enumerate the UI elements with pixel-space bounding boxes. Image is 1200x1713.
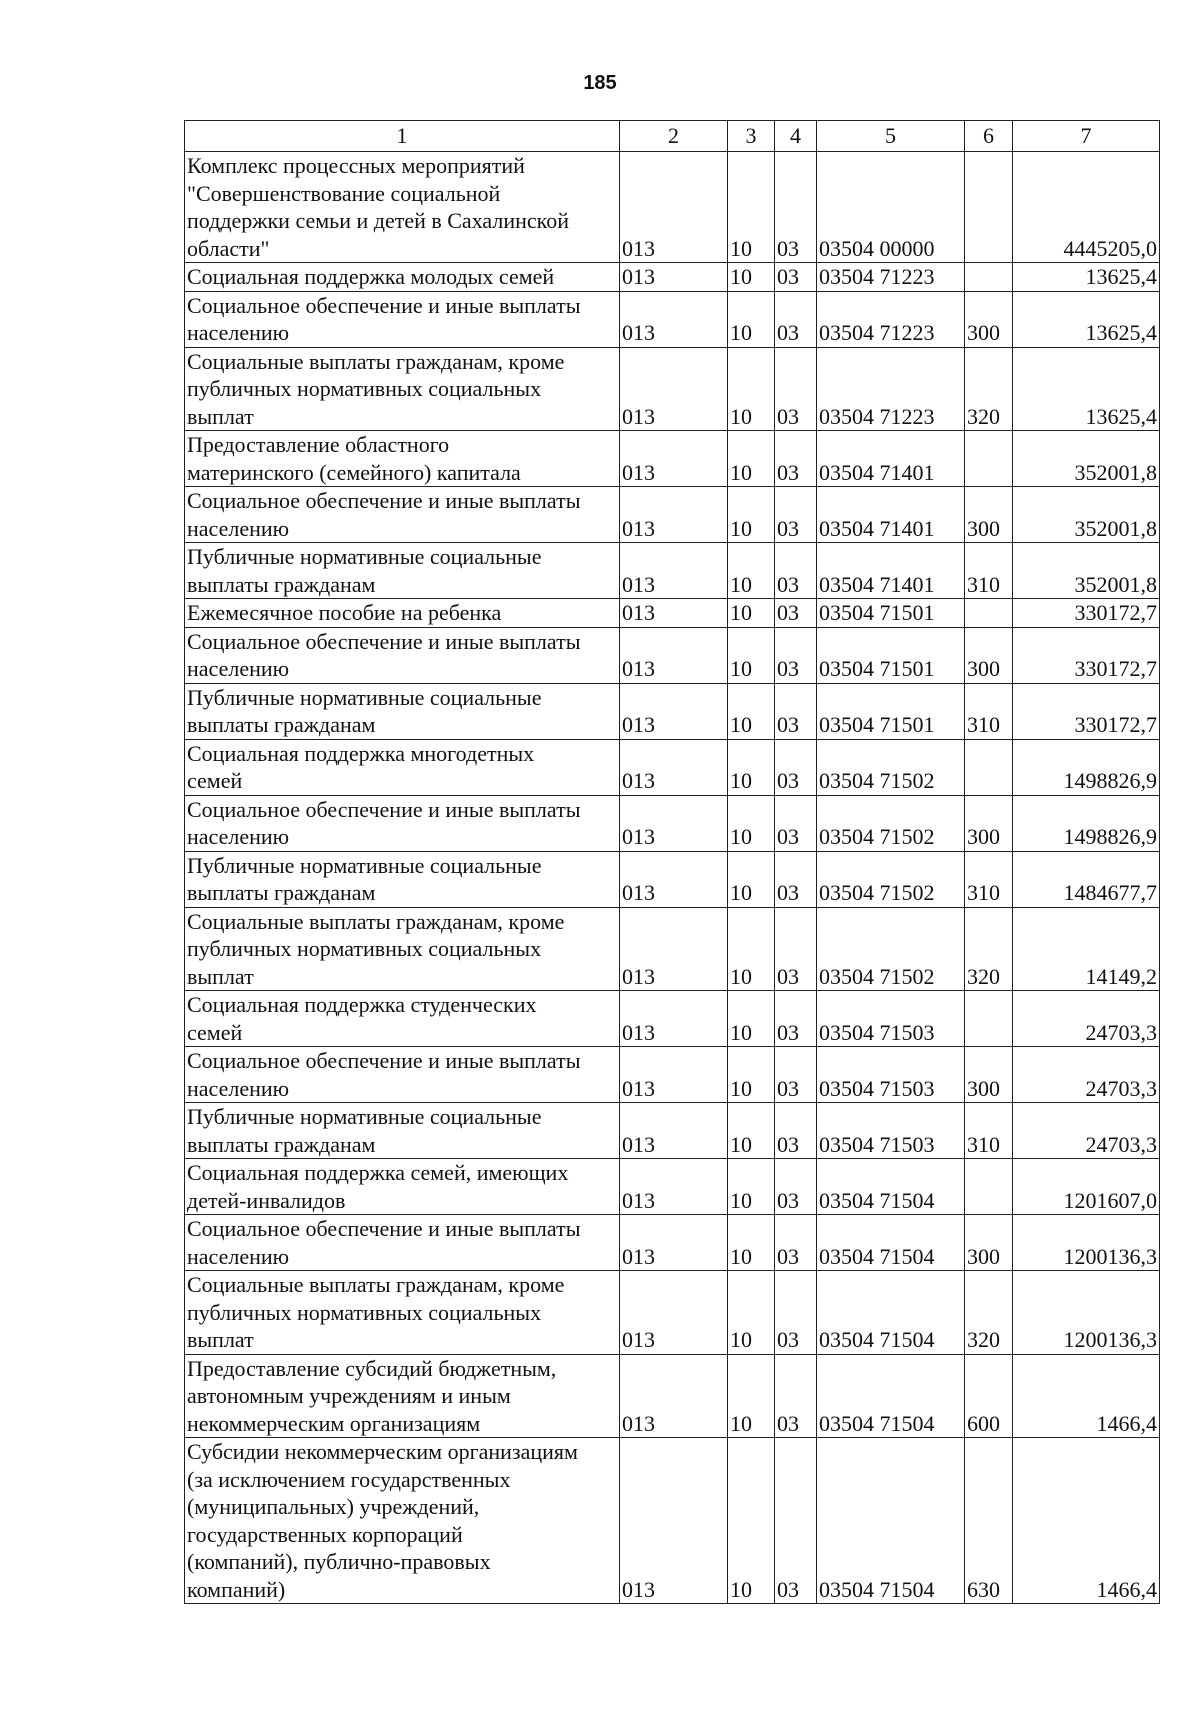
section-code-cell: 10	[728, 487, 775, 543]
expense-type-code-cell: 300	[965, 627, 1013, 683]
admin-code-cell: 013	[620, 1047, 728, 1103]
amount-cell: 13625,4	[1013, 347, 1160, 431]
expense-type-code-cell: 310	[965, 543, 1013, 599]
admin-code-cell: 013	[620, 795, 728, 851]
section-code-cell: 10	[728, 1103, 775, 1159]
table-row	[185, 683, 1160, 739]
section-code-cell: 10	[728, 627, 775, 683]
expense-type-code-cell	[965, 1159, 1013, 1215]
expense-type-code-cell: 300	[965, 795, 1013, 851]
admin-code-cell: 013	[620, 1215, 728, 1271]
column-header: 2	[620, 121, 728, 152]
subsection-code-cell: 03	[775, 599, 817, 628]
column-header: 5	[817, 121, 965, 152]
target-article-code-cell: 03504 71504	[817, 1271, 965, 1355]
amount-cell: 4445205,0	[1013, 152, 1160, 263]
expense-type-code-cell: 300	[965, 291, 1013, 347]
table-row	[185, 1438, 1160, 1604]
target-article-code-cell: 03504 71502	[817, 795, 965, 851]
item-name-cell: Комплекс процессных мероприятий "Совершенствование социальной поддержки семьи и детей в Сахалинской области"	[185, 152, 620, 263]
table-row	[185, 1047, 1160, 1103]
table-row	[185, 291, 1160, 347]
amount-cell: 24703,3	[1013, 1103, 1160, 1159]
section-code-cell: 10	[728, 1215, 775, 1271]
admin-code-cell: 013	[620, 599, 728, 628]
expense-type-code-cell: 300	[965, 487, 1013, 543]
expense-type-code-cell	[965, 431, 1013, 487]
subsection-code-cell: 03	[775, 627, 817, 683]
section-code-cell: 10	[728, 991, 775, 1047]
column-header: 3	[728, 121, 775, 152]
admin-code-cell: 013	[620, 152, 728, 263]
admin-code-cell: 013	[620, 991, 728, 1047]
item-name-cell: Социальное обеспечение и иные выплаты населению	[185, 487, 620, 543]
item-name-cell: Предоставление областного материнского (семейного) капитала	[185, 431, 620, 487]
target-article-code-cell: 03504 71223	[817, 347, 965, 431]
amount-cell: 13625,4	[1013, 263, 1160, 292]
admin-code-cell: 013	[620, 1438, 728, 1604]
column-header: 4	[775, 121, 817, 152]
subsection-code-cell: 03	[775, 487, 817, 543]
table-row	[185, 263, 1160, 292]
target-article-code-cell: 03504 71503	[817, 1103, 965, 1159]
table-row	[185, 1271, 1160, 1355]
section-code-cell: 10	[728, 152, 775, 263]
target-article-code-cell: 03504 71504	[817, 1159, 965, 1215]
amount-cell: 1466,4	[1013, 1354, 1160, 1438]
amount-cell: 330172,7	[1013, 683, 1160, 739]
item-name-cell: Публичные нормативные социальные выплаты гражданам	[185, 543, 620, 599]
subsection-code-cell: 03	[775, 907, 817, 991]
amount-cell: 24703,3	[1013, 991, 1160, 1047]
target-article-code-cell: 03504 71503	[817, 991, 965, 1047]
target-article-code-cell: 03504 71504	[817, 1438, 965, 1604]
table-row	[185, 851, 1160, 907]
amount-cell: 1200136,3	[1013, 1271, 1160, 1355]
target-article-code-cell: 03504 71501	[817, 599, 965, 628]
subsection-code-cell: 03	[775, 291, 817, 347]
amount-cell: 1498826,9	[1013, 739, 1160, 795]
subsection-code-cell: 03	[775, 1438, 817, 1604]
section-code-cell: 10	[728, 1354, 775, 1438]
subsection-code-cell: 03	[775, 431, 817, 487]
item-name-cell: Социальная поддержка студенческих семей	[185, 991, 620, 1047]
expense-type-code-cell: 600	[965, 1354, 1013, 1438]
amount-cell: 330172,7	[1013, 627, 1160, 683]
expense-type-code-cell: 320	[965, 347, 1013, 431]
table-body	[185, 152, 1160, 1604]
expense-type-code-cell: 310	[965, 683, 1013, 739]
target-article-code-cell: 03504 71501	[817, 627, 965, 683]
section-code-cell: 10	[728, 851, 775, 907]
subsection-code-cell: 03	[775, 347, 817, 431]
expense-type-code-cell	[965, 263, 1013, 292]
item-name-cell: Социальное обеспечение и иные выплаты населению	[185, 795, 620, 851]
item-name-cell: Социальные выплаты гражданам, кроме публичных нормативных социальных выплат	[185, 907, 620, 991]
item-name-cell: Социальное обеспечение и иные выплаты населению	[185, 627, 620, 683]
admin-code-cell: 013	[620, 851, 728, 907]
target-article-code-cell: 03504 71401	[817, 431, 965, 487]
table-row	[185, 739, 1160, 795]
expense-type-code-cell	[965, 739, 1013, 795]
budget-table	[184, 120, 1160, 1604]
subsection-code-cell: 03	[775, 1159, 817, 1215]
section-code-cell: 10	[728, 263, 775, 292]
amount-cell: 13625,4	[1013, 291, 1160, 347]
expense-type-code-cell: 300	[965, 1047, 1013, 1103]
target-article-code-cell: 03504 71401	[817, 487, 965, 543]
table-row	[185, 907, 1160, 991]
section-code-cell: 10	[728, 683, 775, 739]
item-name-cell: Публичные нормативные социальные выплаты гражданам	[185, 1103, 620, 1159]
section-code-cell: 10	[728, 543, 775, 599]
column-header: 7	[1013, 121, 1160, 152]
table-row	[185, 347, 1160, 431]
amount-cell: 330172,7	[1013, 599, 1160, 628]
item-name-cell: Социальное обеспечение и иные выплаты населению	[185, 1047, 620, 1103]
table-row	[185, 543, 1160, 599]
subsection-code-cell: 03	[775, 795, 817, 851]
section-code-cell: 10	[728, 739, 775, 795]
target-article-code-cell: 03504 71503	[817, 1047, 965, 1103]
table-row	[185, 991, 1160, 1047]
subsection-code-cell: 03	[775, 1103, 817, 1159]
amount-cell: 352001,8	[1013, 431, 1160, 487]
expense-type-code-cell: 320	[965, 907, 1013, 991]
subsection-code-cell: 03	[775, 991, 817, 1047]
table-row	[185, 599, 1160, 628]
admin-code-cell: 013	[620, 347, 728, 431]
target-article-code-cell: 03504 71401	[817, 543, 965, 599]
expense-type-code-cell: 320	[965, 1271, 1013, 1355]
target-article-code-cell: 03504 71502	[817, 851, 965, 907]
item-name-cell: Ежемесячное пособие на ребенка	[185, 599, 620, 628]
admin-code-cell: 013	[620, 291, 728, 347]
item-name-cell: Социальная поддержка многодетных семей	[185, 739, 620, 795]
expense-type-code-cell	[965, 599, 1013, 628]
table-row	[185, 795, 1160, 851]
subsection-code-cell: 03	[775, 543, 817, 599]
item-name-cell: Предоставление субсидий бюджетным, автономным учреждениям и иным некоммерческим организациям	[185, 1354, 620, 1438]
subsection-code-cell: 03	[775, 152, 817, 263]
target-article-code-cell: 03504 71502	[817, 907, 965, 991]
section-code-cell: 10	[728, 1271, 775, 1355]
admin-code-cell: 013	[620, 1271, 728, 1355]
expense-type-code-cell: 310	[965, 851, 1013, 907]
subsection-code-cell: 03	[775, 851, 817, 907]
target-article-code-cell: 03504 71504	[817, 1354, 965, 1438]
target-article-code-cell: 03504 71502	[817, 739, 965, 795]
item-name-cell: Социальное обеспечение и иные выплаты населению	[185, 291, 620, 347]
section-code-cell: 10	[728, 347, 775, 431]
amount-cell: 24703,3	[1013, 1047, 1160, 1103]
table-row	[185, 1159, 1160, 1215]
admin-code-cell: 013	[620, 487, 728, 543]
section-code-cell: 10	[728, 1438, 775, 1604]
amount-cell: 1466,4	[1013, 1438, 1160, 1604]
admin-code-cell: 013	[620, 627, 728, 683]
table-row	[185, 487, 1160, 543]
table-row	[185, 1354, 1160, 1438]
header-row	[185, 121, 1160, 152]
item-name-cell: Публичные нормативные социальные выплаты гражданам	[185, 851, 620, 907]
amount-cell: 1484677,7	[1013, 851, 1160, 907]
item-name-cell: Социальная поддержка молодых семей	[185, 263, 620, 292]
section-code-cell: 10	[728, 795, 775, 851]
section-code-cell: 10	[728, 599, 775, 628]
item-name-cell: Социальные выплаты гражданам, кроме публичных нормативных социальных выплат	[185, 347, 620, 431]
table-row	[185, 152, 1160, 263]
section-code-cell: 10	[728, 431, 775, 487]
admin-code-cell: 013	[620, 683, 728, 739]
item-name-cell: Социальная поддержка семей, имеющих детей-инвалидов	[185, 1159, 620, 1215]
amount-cell: 1201607,0	[1013, 1159, 1160, 1215]
target-article-code-cell: 03504 71501	[817, 683, 965, 739]
target-article-code-cell: 03504 71223	[817, 263, 965, 292]
table-row	[185, 1103, 1160, 1159]
admin-code-cell: 013	[620, 907, 728, 991]
subsection-code-cell: 03	[775, 1047, 817, 1103]
target-article-code-cell: 03504 71223	[817, 291, 965, 347]
amount-cell: 14149,2	[1013, 907, 1160, 991]
page-number: 185	[583, 72, 617, 94]
section-code-cell: 10	[728, 907, 775, 991]
table-row	[185, 627, 1160, 683]
item-name-cell: Социальные выплаты гражданам, кроме публичных нормативных социальных выплат	[185, 1271, 620, 1355]
admin-code-cell: 013	[620, 431, 728, 487]
expense-type-code-cell: 630	[965, 1438, 1013, 1604]
column-header: 1	[185, 121, 620, 152]
amount-cell: 1200136,3	[1013, 1215, 1160, 1271]
section-code-cell: 10	[728, 291, 775, 347]
admin-code-cell: 013	[620, 1159, 728, 1215]
admin-code-cell: 013	[620, 1354, 728, 1438]
item-name-cell: Субсидии некоммерческим организациям (за исключением государственных (муниципальных) учреждений, государственных корпораций (компаний), публично-правовых компаний)	[185, 1438, 620, 1604]
section-code-cell: 10	[728, 1159, 775, 1215]
item-name-cell: Публичные нормативные социальные выплаты гражданам	[185, 683, 620, 739]
subsection-code-cell: 03	[775, 1215, 817, 1271]
expense-type-code-cell	[965, 152, 1013, 263]
table-row	[185, 431, 1160, 487]
amount-cell: 352001,8	[1013, 543, 1160, 599]
amount-cell: 352001,8	[1013, 487, 1160, 543]
target-article-code-cell: 03504 00000	[817, 152, 965, 263]
expense-type-code-cell: 300	[965, 1215, 1013, 1271]
admin-code-cell: 013	[620, 263, 728, 292]
column-header: 6	[965, 121, 1013, 152]
expense-type-code-cell	[965, 991, 1013, 1047]
subsection-code-cell: 03	[775, 683, 817, 739]
subsection-code-cell: 03	[775, 1354, 817, 1438]
subsection-code-cell: 03	[775, 1271, 817, 1355]
item-name-cell: Социальное обеспечение и иные выплаты населению	[185, 1215, 620, 1271]
admin-code-cell: 013	[620, 543, 728, 599]
amount-cell: 1498826,9	[1013, 795, 1160, 851]
subsection-code-cell: 03	[775, 263, 817, 292]
table-row	[185, 1215, 1160, 1271]
section-code-cell: 10	[728, 1047, 775, 1103]
expense-type-code-cell: 310	[965, 1103, 1013, 1159]
subsection-code-cell: 03	[775, 739, 817, 795]
admin-code-cell: 013	[620, 1103, 728, 1159]
target-article-code-cell: 03504 71504	[817, 1215, 965, 1271]
admin-code-cell: 013	[620, 739, 728, 795]
